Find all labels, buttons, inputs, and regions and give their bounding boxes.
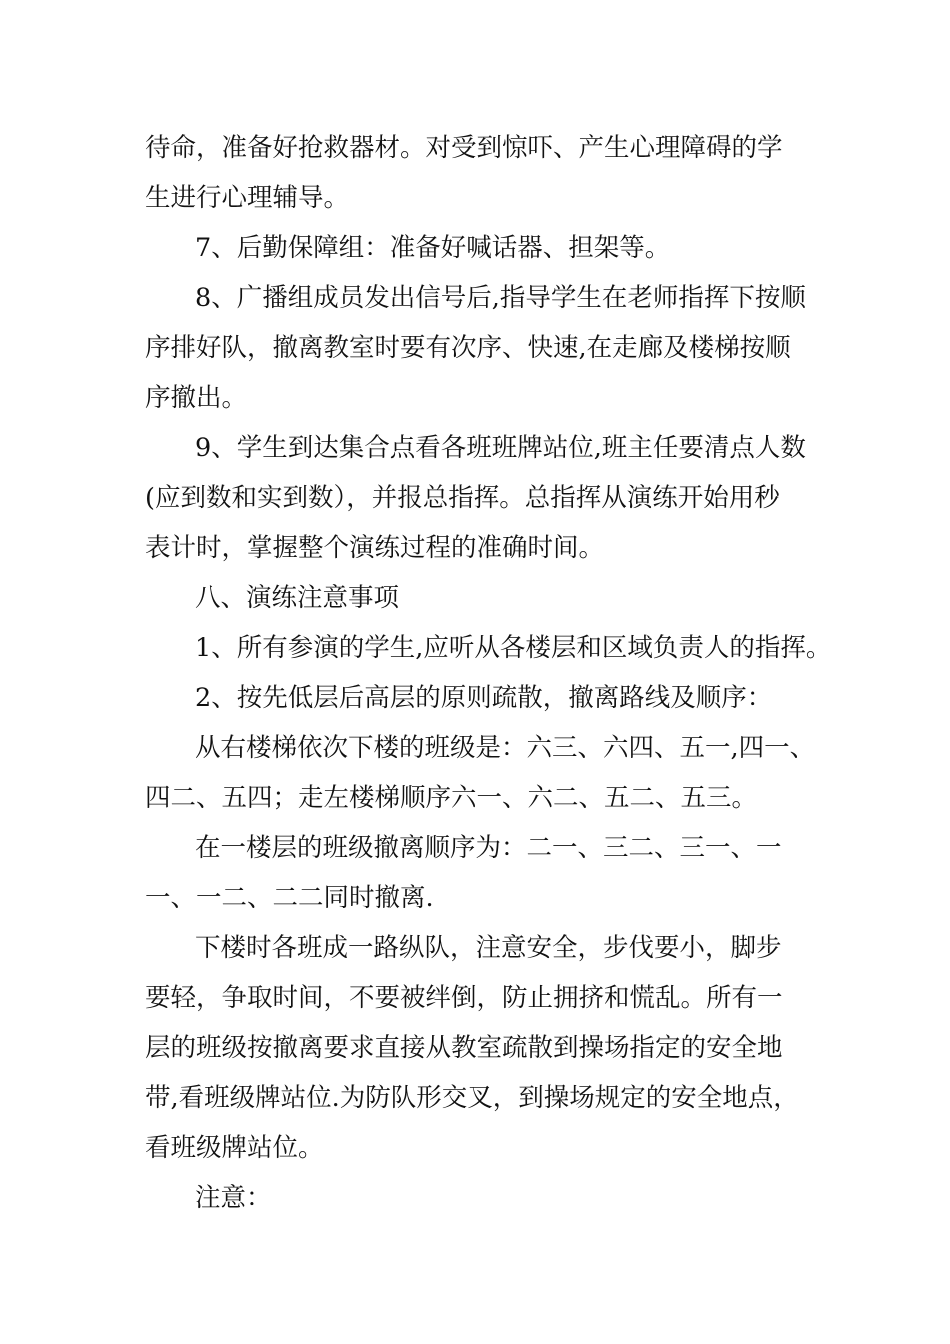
paragraph-line: 四二、五四；走左楼梯顺序六一、六二、五二、五三。 [145, 783, 758, 813]
paragraph-line: (应到数和实到数），并报总指挥。总指挥从演练开始用秒 [145, 483, 780, 513]
section-heading: 八、演练注意事项 [195, 583, 400, 613]
paragraph-line: 9、学生到达集合点看各班班牌站位,班主任要清点人数 [195, 433, 806, 463]
paragraph-line: 层的班级按撤离要求直接从教室疏散到操场指定的安全地 [145, 1033, 783, 1063]
paragraph-line: 表计时，掌握整个演练过程的准确时间。 [145, 533, 605, 563]
paragraph-line: 下楼时各班成一路纵队，注意安全，步伐要小，脚步 [195, 933, 782, 963]
paragraph-line: 序撤出。 [145, 383, 248, 413]
paragraph-line: 序排好队，撤离教室时要有次序、快速,在走廊及楼梯按顺 [145, 333, 791, 363]
paragraph-line: 从右楼梯依次下楼的班级是：六三、六四、五一,四一、 [195, 733, 816, 763]
paragraph-line: 在一楼层的班级撤离顺序为：二一、三二、三一、一 [195, 833, 782, 863]
paragraph-line: 一、一二、二二同时撤离. [145, 883, 434, 913]
paragraph-line: 看班级牌站位。 [145, 1133, 324, 1163]
paragraph-line: 要轻，争取时间，不要被绊倒，防止拥挤和慌乱。所有一 [145, 983, 783, 1013]
paragraph-line: 7、后勤保障组：准备好喊话器、担架等。 [195, 233, 671, 263]
paragraph-line: 待命，准备好抢救器材。对受到惊吓、产生心理障碍的学 [145, 133, 783, 163]
paragraph-line: 带,看班级牌站位.为防队形交叉，到操场规定的安全地点， [145, 1083, 799, 1113]
paragraph-line: 生进行心理辅导。 [145, 183, 350, 213]
paragraph-line: 1、所有参演的学生,应听从各楼层和区域负责人的指挥。 [195, 633, 832, 663]
paragraph-line: 2、按先低层后高层的原则疏散，撤离路线及顺序： [195, 683, 773, 713]
paragraph-line: 注意： [195, 1183, 272, 1213]
paragraph-line: 8、广播组成员发出信号后,指导学生在老师指挥下按顺 [195, 283, 806, 313]
